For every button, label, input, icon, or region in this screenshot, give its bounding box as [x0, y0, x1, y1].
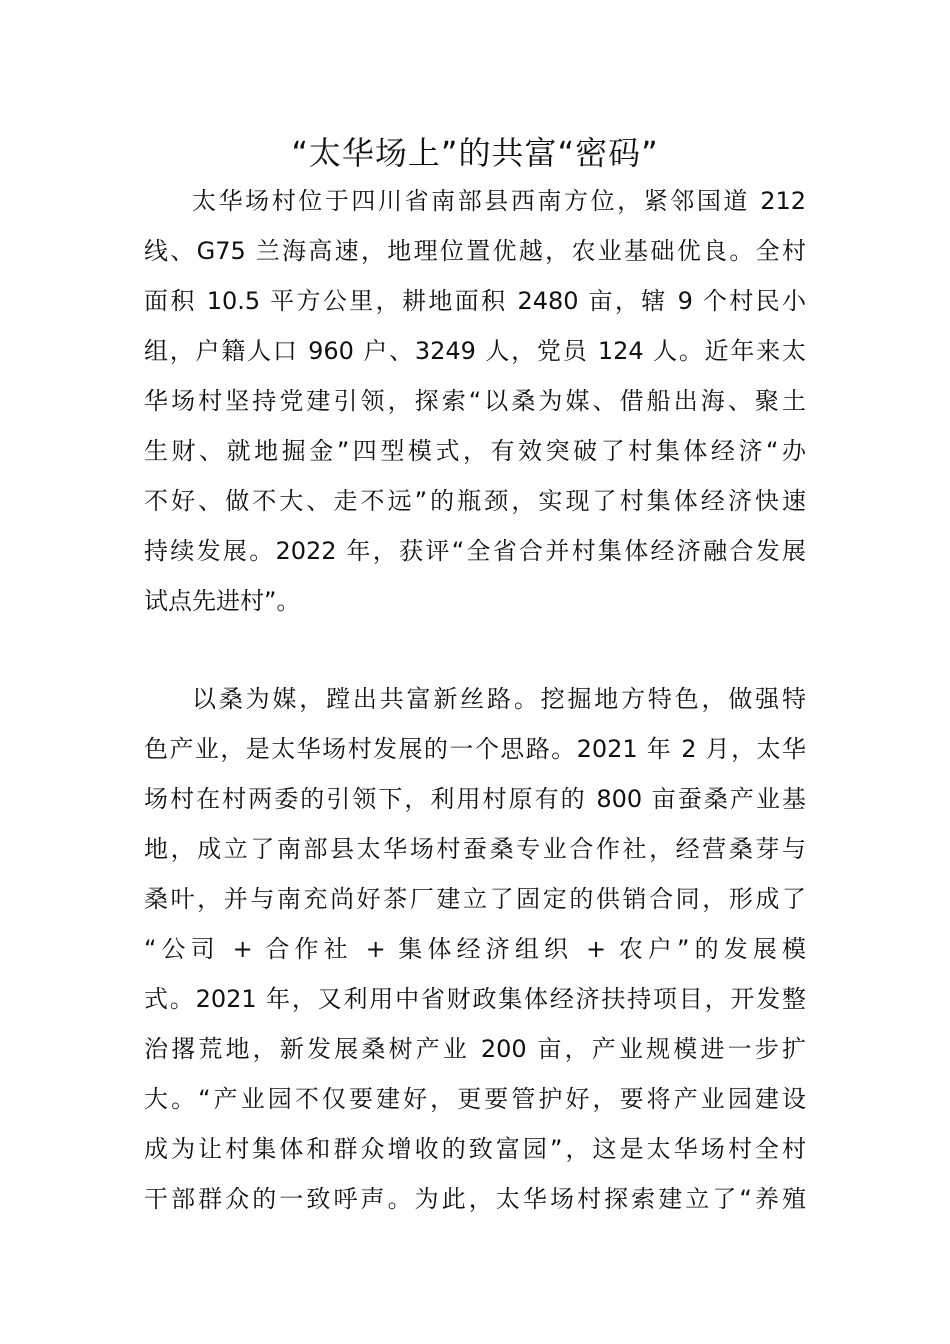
paragraph-line: 成为让村集体和群众增收的致富园”，这是太华场村全村 — [144, 1135, 806, 1163]
paragraph-line: 式。2021 年，又利用中省财政集体经济扶持项目，开发整 — [144, 985, 806, 1013]
paragraph-line: 色产业，是太华场村发展的一个思路。2021 年 2 月，太华 — [144, 735, 806, 763]
paragraph-line: 以桑为媒，蹚出共富新丝路。挖掘地方特色，做强特 — [192, 685, 806, 713]
paragraph-line: 线、G75 兰海高速，地理位置优越，农业基础优良。全村 — [144, 237, 806, 265]
paragraph-line: 太华场村位于四川省南部县西南方位，紧邻国道 212 — [192, 187, 806, 215]
paragraph-line: 组，户籍人口 960 户、3249 人，党员 124 人。近年来太 — [144, 337, 806, 365]
document-title: “太华场上”的共富“密码” — [291, 134, 659, 172]
paragraph-line: 大。“产业园不仅要建好，更要管护好，要将产业园建设 — [144, 1085, 806, 1113]
paragraph-line: 华场村坚持党建引领，探索“以桑为媒、借船出海、聚土 — [144, 387, 806, 415]
paragraph-line: 面积 10.5 平方公里，耕地面积 2480 亩，辖 9 个村民小 — [144, 287, 806, 315]
paragraph-line: 生财、就地掘金”四型模式，有效突破了村集体经济“办 — [144, 437, 806, 465]
paragraph-line: 试点先进村”。 — [144, 587, 301, 615]
paragraph-line: 场村在村两委的引领下，利用村原有的 800 亩蚕桑产业基 — [144, 785, 806, 813]
paragraph-line: 持续发展。2022 年，获评“全省合并村集体经济融合发展 — [144, 537, 806, 565]
paragraph-line: 干部群众的一致呼声。为此，太华场村探索建立了“养殖 — [144, 1185, 806, 1213]
paragraph-line: 不好、做不大、走不远”的瓶颈，实现了村集体经济快速 — [144, 487, 806, 515]
paragraph-line: 桑叶，并与南充尚好茶厂建立了固定的供销合同，形成了 — [144, 885, 806, 913]
paragraph-line: 地，成立了南部县太华场村蚕桑专业合作社，经营桑芽与 — [144, 835, 806, 863]
paragraph-line: 治撂荒地，新发展桑树产业 200 亩，产业规模进一步扩 — [144, 1035, 806, 1063]
paragraph-line: “公司 + 合作社 + 集体经济组织 + 农户”的发展模 — [144, 935, 806, 963]
